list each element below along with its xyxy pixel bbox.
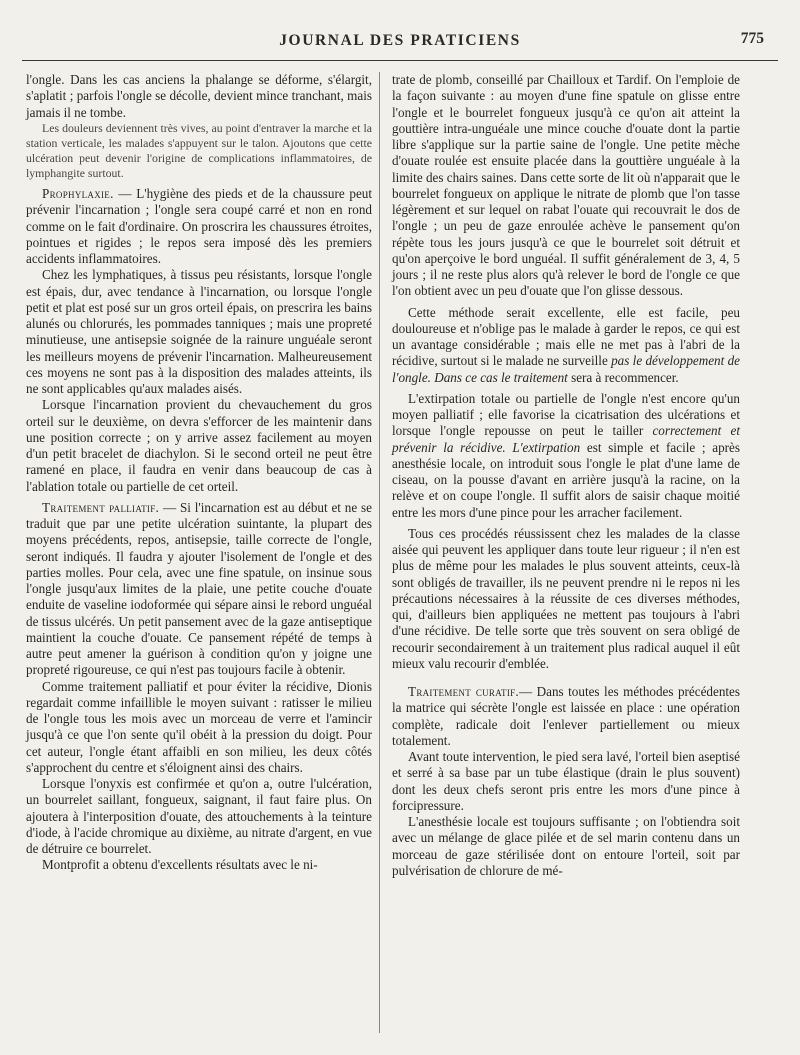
right-paragraph-2 xyxy=(392,305,740,386)
palliatif-text: — Si l'incarnation est au début et ne se traduit que par une petite ulcération suintante, la plupart des moyens précédents, repos, antisepsie, taille correcte de l'ongle, seront indiqués. Il faudra y ajouter l'isolement de l'ongle et des parties molles. Pour cela, avec une fine spatule, on insinue sous l'ongle jusqu'aux limites de la plaie, une petite couche d'ouate enduite de vaseline iodoformée qui sépare ainsi le rebord unguéal de tissus ulcérés. Un petit pansement avec de la gaze antiseptique maintient la couche d'ouate. Ce pansement répété de temps à autre peut amener la guérison à condition qu'on y joigne une propreté rigoureuse, ce qui n'est pas toujours facile à obtenir. xyxy=(26,499,372,678)
traitement-palliatif-paragraph xyxy=(26,500,372,679)
left-paragraph-7: Comme traitement palliatif et pour éviter la récidive, Dionis regardait comme infaillible le moyen suivant : ratisser le milieu de l'ongle tous les mois avec un morceau de verre et l'amincir jusqu'à ce que l'on sente qu'il obéit à la pression du doigt. Pour cet auteur, l'ongle étant affaibli en son milieu, les deux côtés s'approchent du centre et s'éloignent ainsi des chairs. xyxy=(26,678,372,775)
section-heading-curatif: Traitement curatif. xyxy=(408,684,520,699)
page-number: 775 xyxy=(740,30,764,47)
left-column xyxy=(26,72,372,874)
right-paragraph-3 xyxy=(392,391,740,521)
right-paragraph-4: Tous ces procédés réussissent chez les malades de la classe aisée qui peuvent les appliquer dans toute leur rigueur ; il n'en est plus de même pour les malades le plus souvent atteints, ceux-là sont obligés de travailler, ils ne peuvent prendre ni le repos ni les précautions nécessaires à la réussite de ces diverses méthodes, qui, d'ailleurs bien appliquées ne mettent pas toujours à l'abri d'une récidive. De telle sorte que très souvent on sera obligé de recourir secondairement à un traitement plus radical auquel il eût mieux valu recourir d'emblée. xyxy=(392,525,740,671)
right-column xyxy=(392,72,740,879)
journal-title: JOURNAL DES PRATICIENS xyxy=(279,32,521,49)
left-paragraph-1: l'ongle. Dans les cas anciens la phalange se déforme, s'élargit, s'aplatit ; parfois l'ongle se décolle, devient mince tranchant, mais jamais il ne tombe. xyxy=(26,72,372,120)
section-heading-prophylaxie: Prophylaxie. xyxy=(42,186,114,202)
curatif-text: — Dans toutes les méthodes précédentes la matrice qui sécrète l'ongle est laissée en place : une opération complète, radicale doit l'enlever partiellement ou mieux totalement. xyxy=(392,684,741,748)
left-paragraph-9: Montprofit a obtenu d'excellents résultats avec le ni- xyxy=(42,857,318,873)
right-paragraph-2-text: Cette méthode serait excellente, elle est facile, peu douloureuse et n'oblige pas le malade à garder le repos, ce qui est un avantage considérable ; mais elle ne met pas à l'abri de la récidive, surtout si le malade ne surveille xyxy=(392,304,740,369)
right-paragraph-2-end: sera à recommencer. xyxy=(567,369,679,385)
column-divider xyxy=(379,72,380,1033)
page-header xyxy=(22,26,778,60)
left-paragraph-8: Lorsque l'onyxis est confirmée et qu'on a, outre l'ulcération, un bourrelet saillant, fongueux, saignant, il faut faire plus. On ajoutera à l'interposition d'ouate, des attouchements à la teinture d'iode, à l'acide chromique au dixième, au nitrate d'argent, en vue de détruire ce bourrelet. xyxy=(26,776,372,857)
left-paragraph-5: Lorsque l'incarnation provient du chevauchement du gros orteil sur le deuxième, on devra s'efforcer de les maintenir dans une position correcte ; on y arrive assez facilement au moyen d'un petit bracelet de diachylon. Si le second orteil ne peut être ramené en place, il faudra en venir dans beaucoup de cas à l'ablation totale ou partielle de cet orteil. xyxy=(26,397,372,494)
header-rule xyxy=(22,60,778,61)
right-paragraph-3-end: est simple et facile ; après anesthésie locale, on introduit sous l'ongle le plat d'une lame de ciseau, on la pousse d'avant en arrière jusqu'à la racine, on la relève et on coupe l'ongle. Il suffit alors de saisir chaque moitié entre les mors d'une pince pour les arracher facilement. xyxy=(392,439,740,520)
right-paragraph-6: Avant toute intervention, le pied sera lavé, l'orteil bien aseptisé et serré à sa base par un tube élastique (drain le plus souvent) dont les deux chefs seront pris entre les mors d'une pince à forcipressure. xyxy=(392,749,740,813)
right-paragraph-3-text: L'extirpation totale ou partielle de l'ongle n'est encore qu'un moyen palliatif ; elle favorise la cicatrisation des ulcérations et lorsque l'ongle repousse on peut le tailler xyxy=(392,390,740,439)
traitement-curatif-paragraph xyxy=(392,684,740,749)
left-paragraph-4: Chez les lymphatiques, à tissus peu résistants, lorsque l'ongle est épais, dur, avec tendance à l'incarnation, ou lorsque l'ongle petit et plat est posé sur un gros orteil épais, on prescrira les bains alunés ou chlorurés, les pommades tanniques ; mais une propreté minutieuse, une antisepsie soignée de la rainure unguéale seront les meilleurs moyens de prévenir l'incarnation. Malheureusement ces moyens ne sont pas à la disposition des malades atteints, ils ne sont applicables qu'aux malades aisés. xyxy=(26,267,372,397)
section-heading-palliatif: Traitement palliatif. xyxy=(42,499,160,515)
prophylaxie-paragraph xyxy=(26,186,372,267)
right-paragraph-7: L'anesthésie locale est toujours suffisante ; on l'obtiendra soit avec un mélange de glace pilée et de sel marin contenu dans un morceau de gaze stérilisée dont on entoure l'orteil, soit par pulvérisation de chlorure de mé- xyxy=(392,814,740,878)
left-paragraph-2: Les douleurs deviennent très vives, au point d'entraver la marche et la station verticale, les malades s'appuyent sur le talon. Ajoutons que cette ulcération peut devenir l'origine de complications inflammatoires, de lymphangite surtout. xyxy=(26,120,372,181)
prophylaxie-text: — L'hygiène des pieds et de la chaussure peut prévenir l'incarnation ; l'ongle sera coupé carré et non en rond comme on le fait d'ordinaire. On proscrira les chaussures étroites, pointues et rigides ; le repos sera imposé dès les premiers accidents inflammatoires. xyxy=(26,186,372,267)
right-paragraph-1: trate de plomb, conseillé par Chailloux et Tardif. On l'emploie de la façon suivante : au moyen d'une fine spatule on glisse entre l'ongle et le bourrelet fongueux jusqu'à ce qu'on ait atteint la gouttière intra-unguéale une mince couche d'ouate dont la partie libre s'applique sur la partie saine de l'ongle. Une petite mèche d'ouate roulée est ensuite placée dans la gouttière unguéale à la limite des chairs saines. Dans cette sorte de lit où n'apparait que le bourrelet fongueux on applique le nitrate de plomb que l'on tasse légèrement et sur lequel on rabat l'ouate qui recouvrait le dos de l'ongle ; un peu de gaze enroulée achève le pansement qu'on répète tous les jours jusqu'à ce que le bourrelet soit détruit et qu'on aperçoive le bord unguéal. Il suffit généralement de 3, 4, 5 jours ; il ne reste plus alors qu'à relever le bord de l'ongle ce que l'on obtient avec un peu d'ouate que l'on glisse dessous. xyxy=(392,72,740,299)
right-paragraph-2-italic: pas le développement de l'ongle. Dans ce cas le traitement xyxy=(392,353,740,385)
right-paragraph-3-italic: correctement et prévenir la récidive. L'extirpation xyxy=(392,423,740,455)
